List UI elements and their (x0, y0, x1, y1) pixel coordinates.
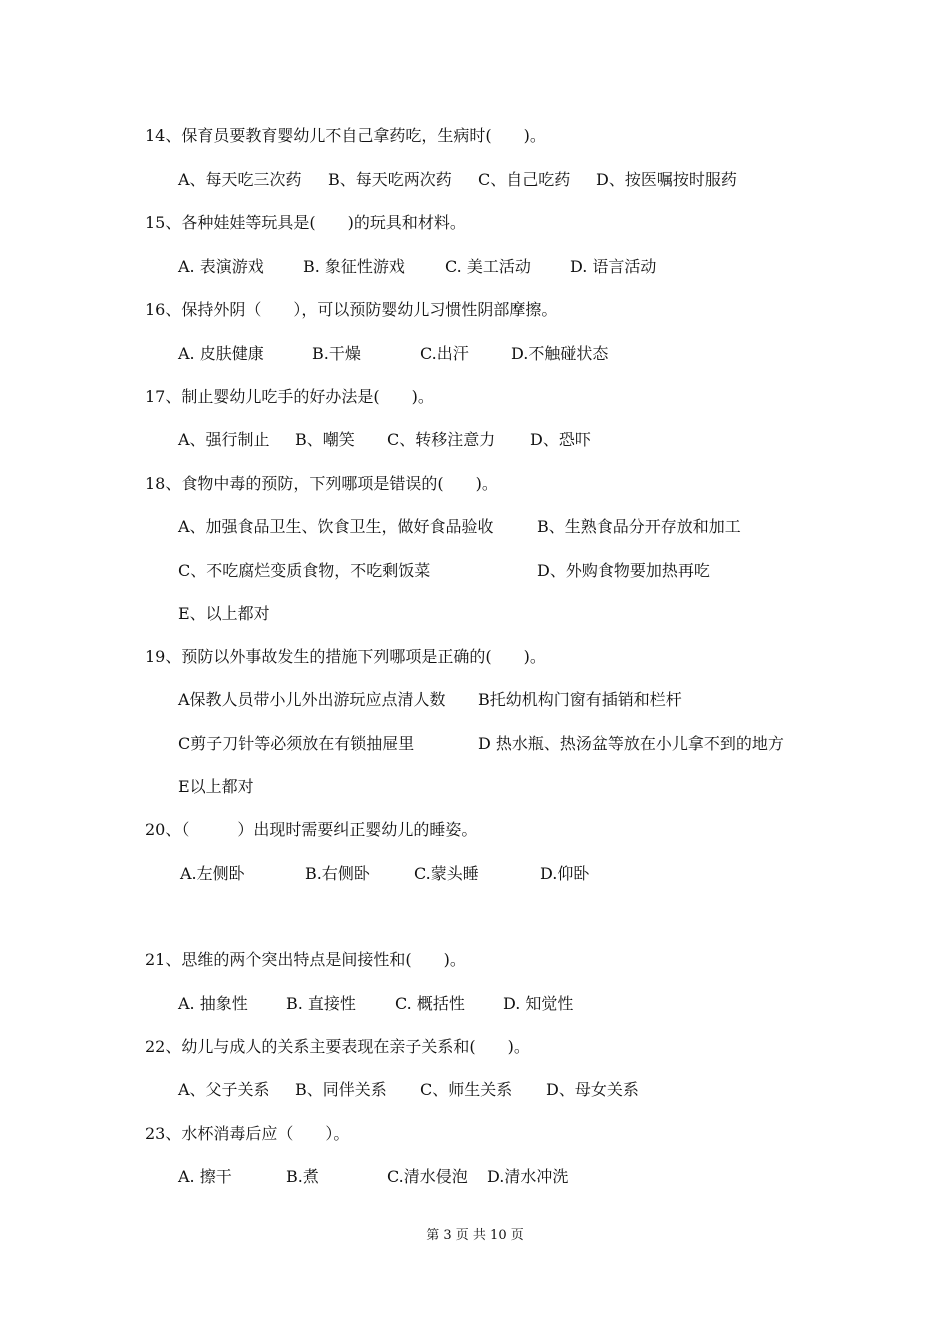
question-23-option-c: C.清水侵泡 (387, 1167, 468, 1186)
question-17-option-c: C、转移注意力 (387, 430, 496, 449)
question-21-stem: 21、思维的两个突出特点是间接性和( )。 (145, 950, 466, 969)
question-15-option-a: A. 表演游戏 (178, 257, 264, 276)
question-22-option-a: A、父子关系 (178, 1080, 270, 1099)
question-21-option-c: C. 概括性 (395, 994, 465, 1013)
question-17-option-d: D、恐吓 (530, 430, 591, 449)
question-14-option-c: C、自己吃药 (478, 170, 571, 189)
question-16-option-a: A. 皮肤健康 (178, 344, 264, 363)
question-20-stem: 20、（ ）出现时需要纠正婴幼儿的睡姿。 (145, 820, 478, 839)
question-18-option-e: E、以上都对 (178, 604, 270, 623)
question-18-option-c: C、不吃腐烂变质食物，不吃剩饭菜 (178, 561, 431, 580)
question-16-option-c: C.出汗 (420, 344, 469, 363)
question-15-option-c: C. 美工活动 (445, 257, 531, 276)
question-22-stem: 22、幼儿与成人的关系主要表现在亲子关系和( )。 (145, 1037, 530, 1056)
question-18-option-a: A、加强食品卫生、饮食卫生，做好食品验收 (178, 517, 494, 536)
question-19-option-e: E以上都对 (178, 777, 254, 796)
question-18-option-d: D、外购食物要加热再吃 (537, 561, 710, 580)
question-23-option-d: D.清水冲洗 (487, 1167, 569, 1186)
question-17-option-a: A、强行制止 (178, 430, 270, 449)
question-22-option-b: B、同伴关系 (295, 1080, 387, 1099)
page-number-footer: 第 3 页 共 10 页 (426, 1228, 524, 1243)
question-21-option-d: D. 知觉性 (503, 994, 574, 1013)
question-23-stem: 23、水杯消毒后应（ ）。 (145, 1124, 350, 1143)
question-21-option-a: A. 抽象性 (178, 994, 248, 1013)
question-15-option-b: B. 象征性游戏 (303, 257, 405, 276)
question-16-option-d: D.不触碰状态 (511, 344, 609, 363)
question-14-option-a: A、每天吃三次药 (178, 170, 302, 189)
question-14-stem: 14、保育员要教育婴幼儿不自己拿药吃，生病时( )。 (145, 126, 546, 145)
question-23-option-a: A. 擦干 (178, 1167, 232, 1186)
question-16-stem: 16、保持外阴（ ），可以预防婴幼儿习惯性阴部摩擦。 (145, 300, 558, 319)
question-16-option-b: B.干燥 (312, 344, 361, 363)
question-23-option-b: B.煮 (286, 1167, 319, 1186)
question-19-option-b: B托幼机构门窗有插销和栏杆 (478, 690, 682, 709)
question-18-option-b: B、生熟食品分开存放和加工 (537, 517, 741, 536)
question-20-option-d: D.仰卧 (540, 864, 590, 883)
question-15-stem: 15、各种娃娃等玩具是( )的玩具和材料。 (145, 213, 466, 232)
question-20-option-a: A.左侧卧 (180, 864, 245, 883)
question-19-option-c: C剪子刀针等必须放在有锁抽屉里 (178, 734, 415, 753)
question-19-option-a: A保教人员带小儿外出游玩应点清人数 (178, 690, 446, 709)
question-20-option-c: C.蒙头睡 (414, 864, 479, 883)
question-17-stem: 17、制止婴幼儿吃手的好办法是( )。 (145, 387, 434, 406)
question-22-option-c: C、师生关系 (420, 1080, 513, 1099)
question-17-option-b: B、嘲笑 (295, 430, 355, 449)
question-14-option-b: B、每天吃两次药 (328, 170, 452, 189)
question-19-option-d: D 热水瓶、热汤盆等放在小儿拿不到的地方 (478, 734, 784, 753)
question-22-option-d: D、母女关系 (546, 1080, 639, 1099)
question-21-option-b: B. 直接性 (286, 994, 356, 1013)
question-15-option-d: D. 语言活动 (570, 257, 657, 276)
question-19-stem: 19、预防以外事故发生的措施下列哪项是正确的( )。 (145, 647, 546, 666)
question-14-option-d: D、按医嘱按时服药 (596, 170, 737, 189)
question-18-stem: 18、食物中毒的预防，下列哪项是错误的( )。 (145, 474, 498, 493)
question-20-option-b: B.右侧卧 (305, 864, 370, 883)
